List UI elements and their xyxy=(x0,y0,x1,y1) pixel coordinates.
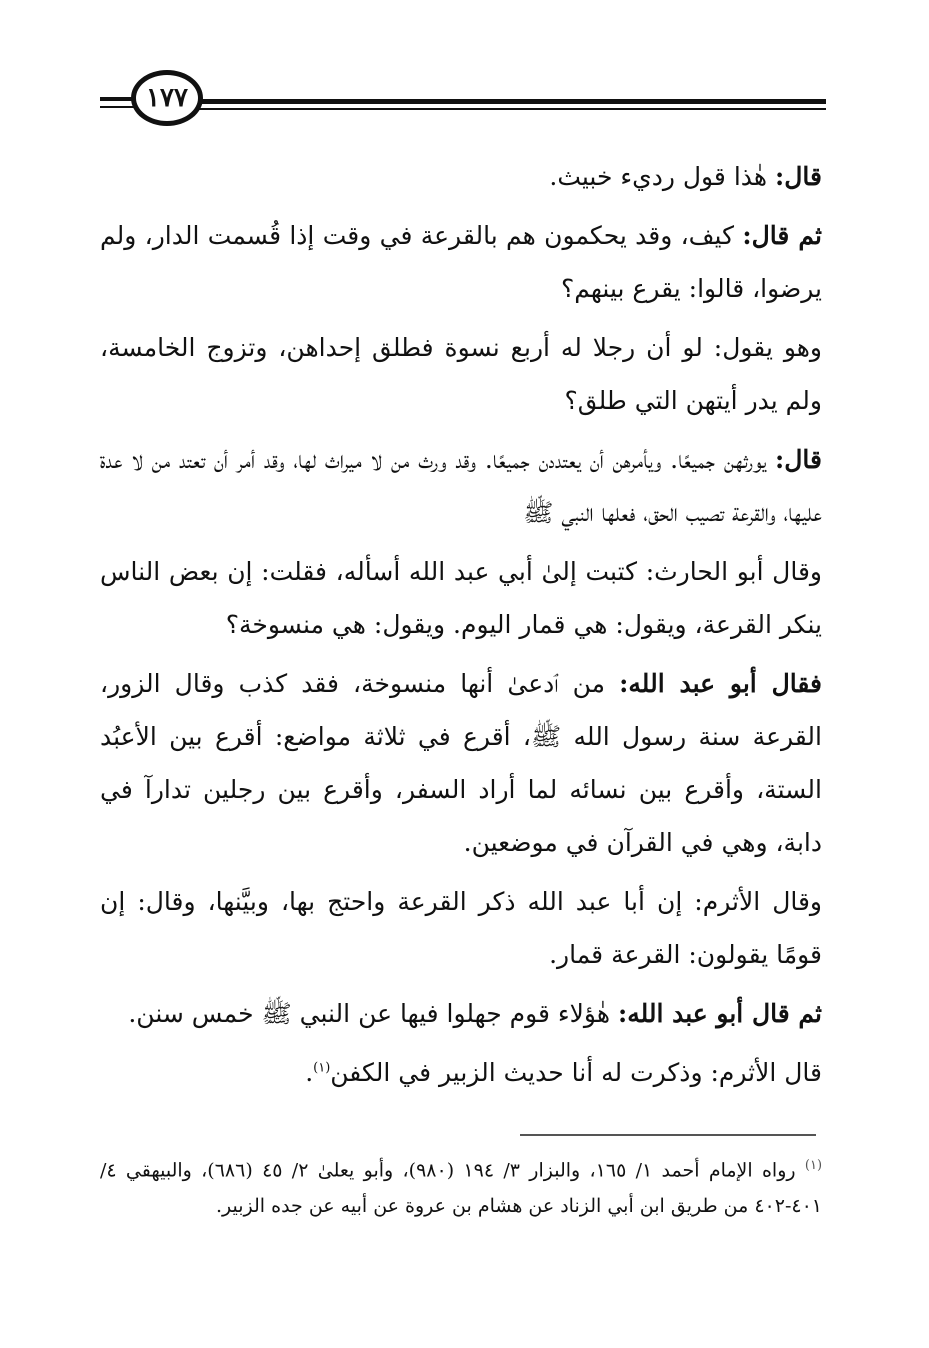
header-rule-left-thin xyxy=(100,106,136,108)
footnote-separator xyxy=(520,1134,816,1136)
paragraph xyxy=(100,1046,822,1099)
paragraph xyxy=(100,321,822,427)
paragraph-tail: . xyxy=(305,1058,314,1087)
header-rule-thick xyxy=(196,99,826,104)
paragraph-text: من ٱدعىٰ أنها منسوخة، فقد كذب وقال الزور، القرعة سنة رسول الله ﷺ، أقرع في ثلاثة مواضع: أقرع بين الأعبُد الستة، وأقرع بين نسائه لما أراد السفر، وأقرع بين رجلين تدارآ في دابة، وهي في القرآن في موضعين. xyxy=(100,669,822,857)
paragraph-lead: ثم قال أبو عبد الله: xyxy=(617,999,822,1028)
paragraph xyxy=(100,875,822,981)
page-number: ١٧٧ xyxy=(146,83,188,113)
paragraph-lead: قال: xyxy=(775,162,822,191)
paragraph-text: وقال الأثرم: إن أبا عبد الله ذكر القرعة واحتج بها، وبيَّنها، وقال: إن قومًا يقولون: القرعة قمار. xyxy=(100,887,822,969)
footnote xyxy=(100,1148,822,1224)
paragraph-text: كيف، وقد يحكمون هم بالقرعة في وقت إذا قُسمت الدار، ولم يرضوا، قالوا: يقرع بينهم؟ xyxy=(100,221,822,303)
header-rule-thin xyxy=(196,108,826,110)
paragraph-text: يورثهن جميعًا. ويأمرهن أن يعتددن جميعًا. وقد ورث من لا ميراث لها، وقد أمر أن تعتد من لا عدة عليها، والقرعة تصيب الحق، فعلها النبي ﷺ xyxy=(100,445,822,527)
footnote-mark: (١) xyxy=(804,1158,823,1173)
paragraph xyxy=(100,987,822,1040)
paragraph xyxy=(100,545,822,651)
main-text xyxy=(100,150,822,1105)
paragraph-text: وهو يقول: لو أن رجلا له أربع نسوة فطلق إحداهن، وتزوج الخامسة، ولم يدر أيتهن التي طلق؟ xyxy=(100,333,822,415)
paragraph-text: قال الأثرم: وذكرت له أنا حديث الزبير في الكفن xyxy=(330,1058,822,1087)
paragraph-text: هٰؤلاء قوم جهلوا فيها عن النبي ﷺ خمس سنن. xyxy=(128,999,618,1028)
paragraph xyxy=(100,657,822,869)
paragraph-text: وقال أبو الحارث: كتبت إلىٰ أبي عبد الله أسأله، فقلت: إن بعض الناس ينكر القرعة، ويقول: هي قمار اليوم. ويقول: هي منسوخة؟ xyxy=(100,557,822,639)
paragraph xyxy=(100,150,822,203)
paragraph-lead: فقال أبو عبد الله: xyxy=(619,669,822,698)
footnote-reference[interactable]: (١) xyxy=(313,1060,331,1076)
paragraph xyxy=(100,433,822,539)
paragraph-text: هٰذا قول رديء خبيث. xyxy=(549,162,776,191)
paragraph-lead: ثم قال: xyxy=(742,221,822,250)
paragraph xyxy=(100,209,822,315)
footnote-text: رواه الإمام أحمد ١/ ١٦٥، والبزار ٣/ ١٩٤ (٩٨٠)، وأبو يعلىٰ ٢/ ٤٥ (٦٨٦)، والبيهقي ٤/ ٤٠١-٤٠٢ من طريق ابن أبي الزناد عن هشام بن عروة عن أبيه عن جده الزبير. xyxy=(100,1159,822,1218)
page-number-badge xyxy=(131,70,203,126)
paragraph-lead: قال: xyxy=(775,445,822,474)
footnotes xyxy=(100,1148,822,1230)
